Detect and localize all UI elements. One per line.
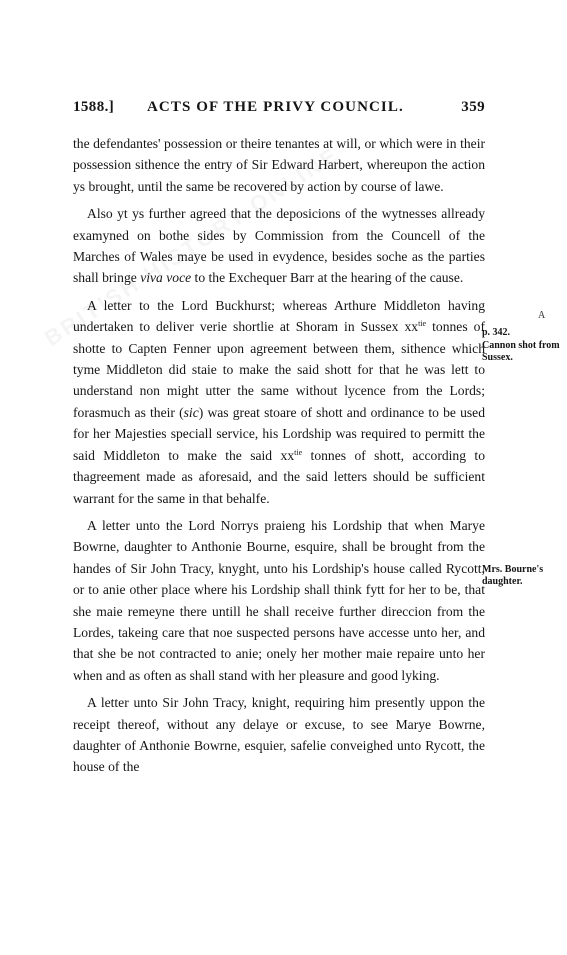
body-text — [73, 133, 485, 784]
page-number: 359 — [461, 99, 485, 115]
header-title: ACTS OF THE PRIVY COUNCIL. — [147, 99, 404, 115]
paragraph-1: the defendantes' possession or theire tenantes at will, or which were in their possession sithence the entry of Sir Edward Harbert, whereupon the action ys brought, until the same be recovered by action by course of lawe. — [73, 136, 485, 194]
running-header — [73, 99, 485, 121]
paragraph-2-text-b: to the Exchequer Barr at the hearing of the cause. — [191, 270, 464, 286]
paragraph-5: A letter unto Sir John Tracy, knight, requiring him presently uppon the receipt thereof, without any delaye or excuse, to see Marye Bowrne, daughter of Anthonie Bowrne, esquier, safelie conveighed unto Rycott, the house of the — [73, 695, 485, 775]
paragraph-3-sic: sic — [183, 404, 199, 420]
paragraph-3-text-c: ) was great stoare of shott and ordinance to be used for her Majesties speciall service, his Lordship was required to permitt the said Middleton to make the said xx — [73, 404, 485, 463]
paragraph-3-text-a: A letter to the Lord Buckhurst; whereas Arthure Middleton having undertaken to deliver verie shortlie at Shoram in Sussex xx — [73, 297, 485, 335]
margin-note-mrs-bournes-daughter: Mrs. Bourne's daughter. — [482, 564, 544, 587]
paragraph-3-superscript-1: tie — [418, 319, 427, 329]
margin-note-cannon-shot: Cannon shot from Sussex. — [482, 340, 560, 363]
paragraph-2-text-a: Also yt ys further agreed that the deposicions of the wytnesses allready examyned on bothe sides by Commission from the Councell of the Marches of Wales maye be used in evydence, besides soche as the parties shall bringe — [73, 206, 485, 286]
paragraph-3-superscript-2: tie — [294, 447, 303, 457]
paragraph-2-italic: viva voce — [140, 270, 192, 286]
paragraph-3 — [73, 295, 485, 509]
paragraph-4: A letter unto the Lord Norrys praieng his Lordship that when Marye Bowrne, daughter to Anthonie Bourne, esquire, shall be brought from the handes of Sir John Tracy, knyght, unto his Lordship's house called Rycott, or to anie other place where his Lordship shall think fytt for her to be, that she maie remeyne there untill he shall receive further direccion from the Lordes, takeing care that noe suspected persons have accesse unto her, and that she be not contracted to anie; onely her mother maie repaire unto her when and as often as shall stand with her pleasure and good lyking. — [73, 517, 485, 683]
margin-marker: A — [538, 310, 546, 321]
paragraph-3-text-d: tonnes of shott, according to thagreement made as aforesaid, and the said letters should be sufficient warrant for the same in that behalfe. — [73, 447, 485, 506]
margin-page-reference: p. 342. — [482, 327, 511, 338]
paragraph-2 — [73, 203, 485, 289]
header-year: 1588.] — [73, 99, 115, 115]
paragraph-3-text-b: tonnes of shotte to Capten Fenner upon agreement between them, sithence which tyme Middleton did staie to make the said shott for that he was lett to understand non might utter the same without lycence from the Lords; forasmuch as their ( — [73, 319, 485, 420]
